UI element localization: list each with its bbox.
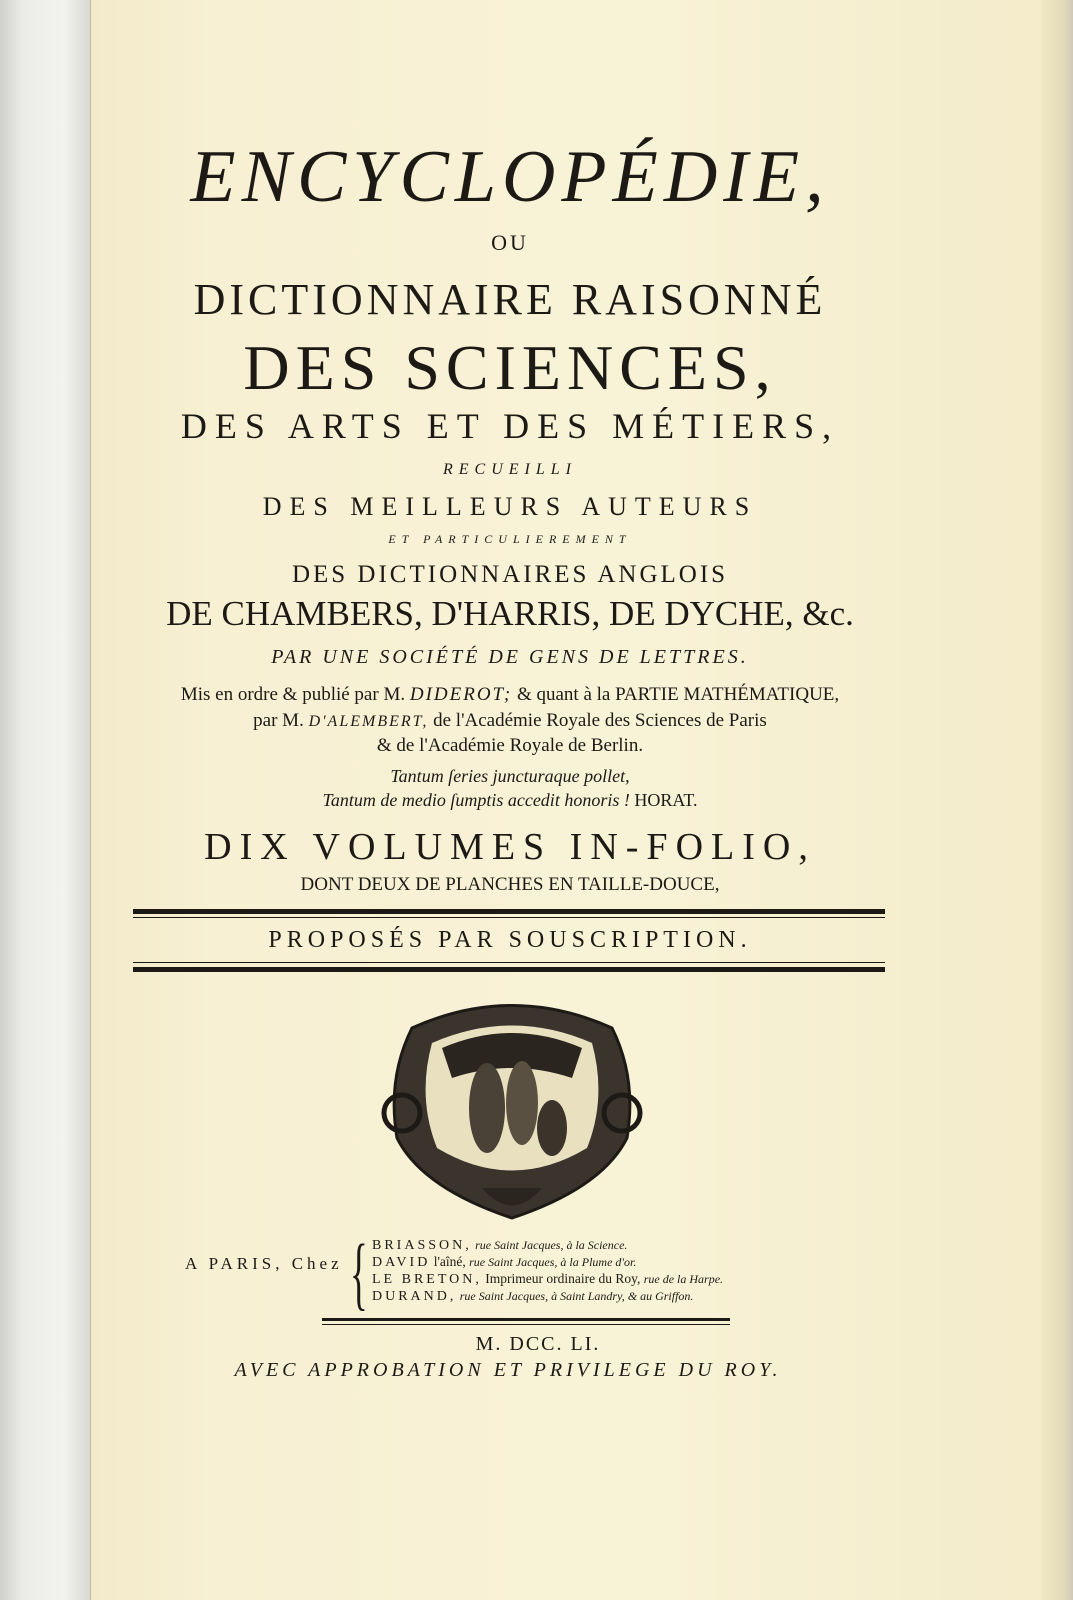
editors-line-3: & de l'Académie Royale de Berlin. [376,735,644,756]
publisher-name: LE BRETON, [372,1272,482,1287]
engraving-vignette [372,988,652,1223]
text: & quant à la PARTIE MATHÉMATIQUE, [512,684,840,705]
planches-line: DONT DEUX DE PLANCHES EN TAILLE-DOUCE, [300,874,720,895]
subtitle-dictionnaire: DICTIONNAIRE RAISONNÉ [193,275,827,324]
souscription-line: PROPOSÉS PAR SOUSCRIPTION. [268,927,752,953]
publisher-address: rue Saint Jacques, à Saint Landry, & au Griffon. [459,1289,694,1303]
publisher-le-breton [372,1272,723,1287]
text: l'aîné, [430,1254,466,1269]
meilleurs-auteurs: DES MEILLEURS AUTEURS [262,492,758,521]
volumes-line: DIX VOLUMES IN-FOLIO, [204,826,816,868]
publisher-address: rue de la Harpe. [643,1272,724,1286]
brace: { [350,1227,368,1318]
text: Mis en ordre & publié par M. [180,684,410,705]
particulierement: ET PARTICULIEREMENT [388,532,632,546]
dictionnaires-anglois: DES DICTIONNAIRES ANGLOIS [291,561,729,588]
epigraph-author: HORAT. [629,790,698,810]
rule-bottom-thin [133,962,885,963]
main-title: ENCYCLOPÉDIE, [190,136,830,218]
publisher-david [372,1255,636,1270]
publisher-name: BRIASSON, [372,1238,472,1253]
rule-top-thick [133,909,885,914]
publisher-name: DAVID [372,1255,431,1270]
imprint-rule-thick [322,1318,730,1321]
publisher-address: rue Saint Jacques, à la Plume d'or. [469,1255,637,1269]
text: Imprimeur ordinaire du Roy, [481,1271,641,1286]
publisher-briasson [372,1238,627,1253]
diderot-name: DIDEROT; [409,684,513,705]
text: par M. [253,710,309,731]
editors-line-2 [92,711,928,730]
date-line: M. DCC. LI. [475,1333,601,1355]
epigraph-line-2 [92,791,928,809]
ou-line: OU [491,230,529,255]
societe-line: PAR UNE SOCIÉTÉ DE GENS DE LETTRES. [271,646,749,668]
text: Tantum de medio ſumptis accedit honoris ! [322,790,630,810]
epigraph-line-1: Tantum ſeries juncturaque pollet, [390,766,630,786]
publisher-name: DURAND, [372,1289,457,1304]
subtitle-sciences: DES SCIENCES, [243,332,777,403]
binding-tape [0,0,91,1600]
imprint-rule-thin [322,1324,730,1325]
rule-top-thin [133,917,885,918]
chambers-line: DE CHAMBERS, D'HARRIS, DE DYCHE, &c. [166,594,854,633]
editors-line-1 [92,685,928,704]
approbation-line: AVEC APPROBATION ET PRIVILEGE DU ROY. [234,1359,782,1381]
recueilli: RECUEILLI [443,461,577,478]
imprint-city: A PARIS, Chez [185,1254,343,1273]
alembert-name: D'ALEMBERT, [308,713,429,730]
text: de l'Académie Royale des Sciences de Paris [428,710,767,731]
rule-bottom-thick [133,967,885,972]
page-edge [1041,0,1073,1600]
publisher-durand [372,1289,693,1304]
publisher-address: rue Saint Jacques, à la Science. [475,1238,628,1252]
subtitle-arts: DES ARTS ET DES MÉTIERS, [180,406,840,446]
